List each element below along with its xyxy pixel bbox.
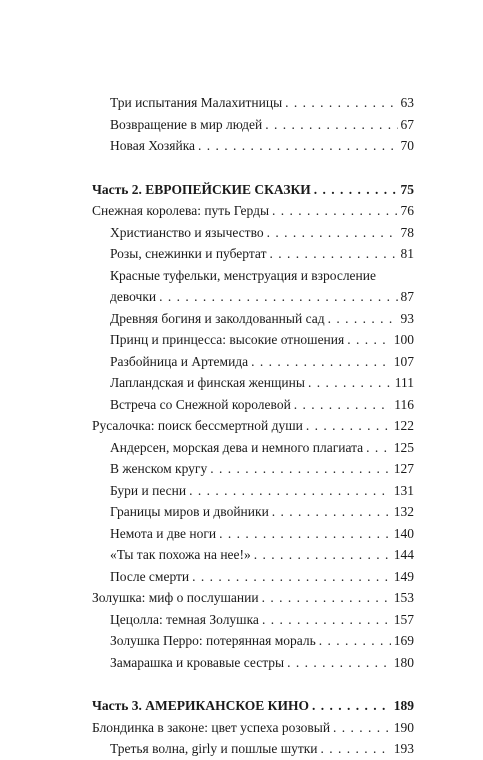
toc-entry-title: Розы, снежинки и пубертат — [110, 246, 267, 261]
toc-entry-title: Золушка Перро: потерянная мораль — [110, 633, 316, 648]
toc-entry-title: Немота и две ноги — [110, 525, 217, 541]
toc-entry — [92, 92, 414, 114]
toc-part-heading — [92, 695, 414, 717]
leader-dots — [254, 544, 391, 566]
toc-entry — [92, 351, 414, 373]
toc-entry-page: 67 — [400, 116, 414, 132]
leader-dots — [219, 523, 391, 545]
leader-dots — [319, 630, 391, 652]
toc-entry — [92, 394, 414, 416]
toc-entry — [92, 308, 414, 330]
toc-entry-page: 100 — [393, 332, 414, 347]
leader-dots — [328, 308, 398, 330]
toc-entry-page: 127 — [393, 461, 414, 476]
toc-entry-title: В женском кругу — [110, 461, 208, 476]
toc-entry-page: 180 — [393, 654, 414, 670]
toc-entry — [92, 609, 414, 631]
leader-dots — [312, 695, 391, 717]
toc-entry-title: Цецолла: темная Золушка — [110, 611, 259, 627]
toc-entry-title: Третья волна, girly и пошлые шутки — [110, 741, 318, 756]
toc-entry-page: 157 — [393, 611, 414, 627]
leader-dots — [366, 437, 391, 459]
toc-entry-page: 111 — [394, 375, 414, 390]
toc-entry-title: «Ты так похожа на нее!» — [110, 547, 251, 562]
toc-entry-title: Древняя богиня и заколдованный сад — [110, 310, 325, 326]
toc-entry-page: 93 — [400, 310, 414, 326]
toc-part-title: Часть 2. ЕВРОПЕЙСКИЕ СКАЗКИ — [92, 181, 311, 197]
toc-entry-page: 63 — [400, 95, 414, 110]
toc-entry — [92, 738, 414, 760]
toc-entry — [92, 329, 414, 351]
toc-entry-page: 132 — [393, 504, 414, 519]
toc-chapter-page: 190 — [393, 719, 414, 735]
leader-dots — [321, 738, 391, 760]
toc-entry-title: Бури и песни — [110, 482, 187, 498]
toc-entry-title: Андерсен, морская дева и немного плагиата — [110, 439, 364, 455]
leader-dots — [269, 243, 397, 265]
section-gap — [92, 157, 414, 179]
toc-entry-page: 169 — [393, 633, 414, 648]
toc-entry-title: Замарашка и кровавые сестры — [110, 654, 285, 670]
toc-entry-page: 140 — [393, 525, 414, 541]
toc-entry-page: 144 — [393, 547, 414, 562]
toc-entry-wrapped — [92, 265, 414, 308]
toc-part-page: 75 — [400, 181, 414, 197]
leader-dots — [192, 566, 391, 588]
toc-part-heading — [92, 179, 414, 201]
leader-dots — [294, 394, 391, 416]
toc-entry — [92, 652, 414, 674]
toc-entry-title: Принц и принцесса: высокие отношения — [110, 332, 345, 347]
toc-entry-title: Встреча со Снежной королевой — [110, 396, 291, 412]
leader-dots — [159, 286, 397, 308]
toc-chapter-page: 122 — [393, 418, 414, 433]
toc-entry — [92, 437, 414, 459]
toc-entry — [92, 372, 414, 394]
toc-entry — [92, 114, 414, 136]
toc-entry — [92, 222, 414, 244]
toc-entry-page: 81 — [400, 246, 414, 261]
leader-dots — [308, 372, 392, 394]
toc-entry — [92, 523, 414, 545]
toc-chapter-title: Русалочка: поиск бессмертной души — [92, 418, 303, 433]
toc-entry-page: 87 — [400, 289, 414, 304]
leader-dots — [210, 458, 391, 480]
toc-chapter-page: 76 — [400, 203, 414, 218]
toc-entry — [92, 243, 414, 265]
toc-entry-title: Разбойница и Артемида — [110, 353, 249, 369]
toc-chapter — [92, 415, 414, 437]
table-of-contents — [92, 92, 414, 760]
toc-chapter — [92, 717, 414, 739]
toc-entry-page: 116 — [394, 396, 414, 412]
toc-entry — [92, 501, 414, 523]
leader-dots — [285, 92, 397, 114]
toc-entry-title: Лапландская и финская женщины — [110, 375, 305, 390]
toc-entry-page: 131 — [393, 482, 414, 498]
toc-part-title: Часть 3. АМЕРИКАНСКОЕ КИНО — [92, 698, 309, 713]
toc-entry-page: 149 — [393, 568, 414, 584]
leader-dots — [198, 135, 397, 157]
leader-dots — [262, 587, 391, 609]
toc-entry-title: Возвращение в мир людей — [110, 116, 263, 132]
toc-entry-page: 125 — [393, 439, 414, 455]
toc-entry — [92, 458, 414, 480]
leader-dots — [314, 179, 398, 201]
toc-entry-title-line1: Красные туфельки, менструация и взросление — [110, 267, 376, 283]
section-gap — [92, 673, 414, 695]
toc-entry — [92, 566, 414, 588]
leader-dots — [272, 200, 397, 222]
toc-entry — [92, 630, 414, 652]
leader-dots — [287, 652, 391, 674]
leader-dots — [262, 609, 391, 631]
toc-entry — [92, 480, 414, 502]
toc-entry-title: Границы миров и двойники — [110, 504, 269, 519]
toc-entry-page: 193 — [393, 741, 414, 756]
leader-dots — [347, 329, 391, 351]
leader-dots — [267, 222, 398, 244]
toc-chapter — [92, 200, 414, 222]
toc-entry-title: Три испытания Малахитницы — [110, 95, 283, 110]
toc-part-page: 189 — [393, 698, 414, 713]
toc-entry-page: 78 — [400, 224, 414, 240]
toc-chapter-page: 153 — [393, 590, 414, 605]
leader-dots — [333, 717, 391, 739]
toc-entry — [92, 544, 414, 566]
toc-entry-title: После смерти — [110, 568, 190, 584]
toc-entry-page: 107 — [393, 353, 414, 369]
toc-entry-title: Новая Хозяйка — [110, 138, 196, 153]
toc-chapter-title: Снежная королева: путь Герды — [92, 203, 270, 218]
toc-chapter-title: Блондинка в законе: цвет успеха розовый — [92, 719, 331, 735]
leader-dots — [189, 480, 391, 502]
toc-entry-title-line2: девочки — [110, 289, 157, 304]
leader-dots — [251, 351, 391, 373]
toc-chapter — [92, 587, 414, 609]
leader-dots — [306, 415, 391, 437]
toc-entry-title: Христианство и язычество — [110, 224, 264, 240]
toc-entry — [92, 135, 414, 157]
toc-chapter-title: Золушка: миф о послушании — [92, 590, 259, 605]
toc-entry-page: 70 — [400, 138, 414, 153]
leader-dots — [265, 114, 397, 136]
leader-dots — [272, 501, 391, 523]
